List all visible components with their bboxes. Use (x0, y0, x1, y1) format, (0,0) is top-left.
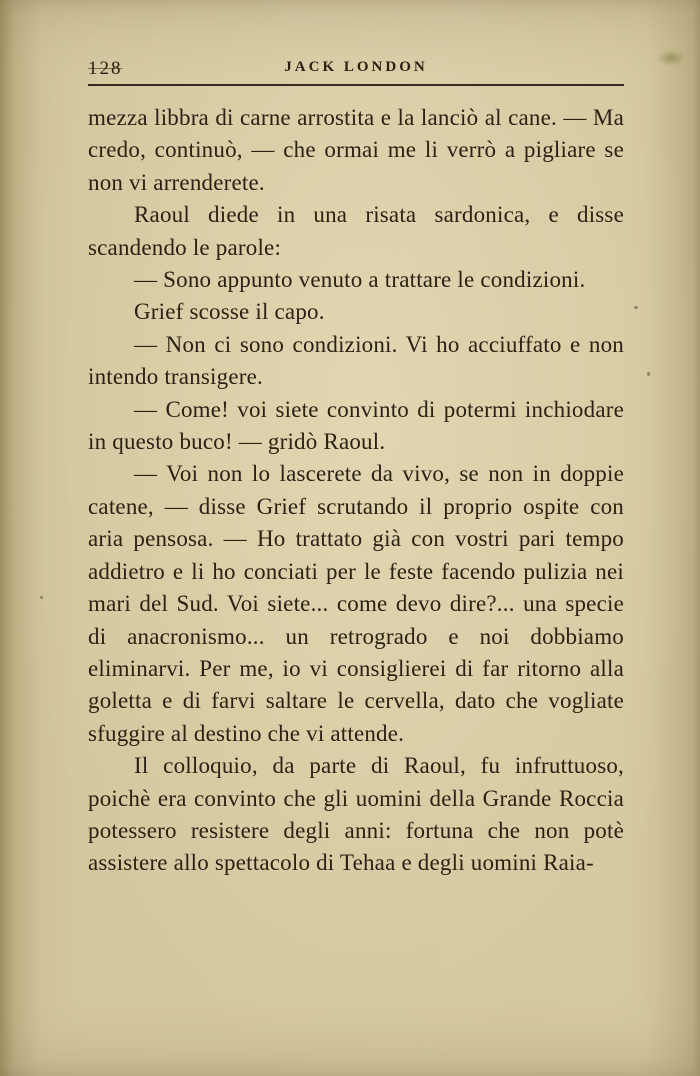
paragraph: — Voi non lo lascerete da vivo, se non in doppie catene, — disse Grief scrutando il proprio ospite con aria pensosa. — Ho trattato già con vostri pari tempo addietro e li ho conciati per le feste facendo pulizia nei mari del Sud. Voi siete... come devo dire?... una specie di anacronismo... un retrogrado e noi dobbiamo eliminarvi. Per me, io vi consiglierei di far ritorno alla goletta e di farvi saltare le cervella, dato che vogliate sfuggire al destino che vi attende. (88, 461, 624, 746)
paragraph: Il colloquio, da parte di Raoul, fu infruttuoso, poichè era convinto che gli uomini della Grande Roccia potessero resistere degli anni: fortuna che non potè assistere allo spettacolo di Tehaa e degli uomini Raia- (88, 753, 624, 876)
scan-speck (634, 306, 638, 309)
page-header (88, 52, 624, 82)
scan-speck (40, 596, 43, 599)
paragraph: — Come! voi siete convinto di potermi inchiodare in questo buco! — gridò Raoul. (88, 396, 624, 455)
header-rule (88, 84, 624, 86)
paragraph: mezza libbra di carne arrostita e la lanciò al cane. — Ma credo, continuò, — che ormai me li verrò a pigliare se non vi arrenderete. (88, 105, 624, 195)
running-title: JACK LONDON (284, 59, 428, 75)
paragraph: Grief scosse il capo. (134, 299, 325, 325)
page-number: 128 (88, 58, 123, 79)
scan-speck (647, 372, 650, 376)
page-body (88, 102, 624, 880)
paragraph: Raoul diede in una risata sardonica, e disse scandendo le parole: (88, 202, 624, 260)
scan-artifact (656, 50, 686, 66)
paragraph: — Non ci sono condizioni. Vi ho acciuffato e non intendo transigere. (88, 331, 624, 390)
paragraph: — Sono appunto venuto a trattare le condizioni. (134, 267, 586, 293)
